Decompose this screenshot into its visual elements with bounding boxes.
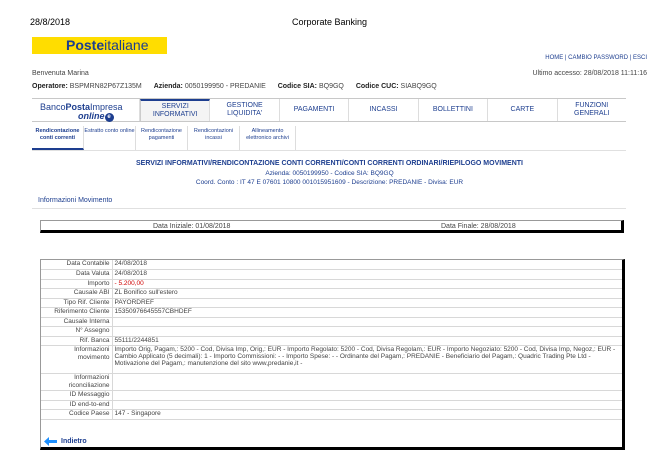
detail-value bbox=[112, 391, 622, 401]
detail-label: N° Assegno bbox=[41, 327, 112, 337]
detail-label: ID end-to-end bbox=[41, 400, 112, 410]
section-title: Informazioni Movimento bbox=[38, 197, 113, 204]
detail-label: Data Contabile bbox=[41, 260, 112, 270]
divider bbox=[32, 150, 626, 151]
detail-value: 15350976645557CBHDEF bbox=[112, 308, 622, 318]
detail-value: PAYORDREF bbox=[112, 298, 622, 308]
sub-nav bbox=[32, 126, 296, 150]
detail-label: Causale Interna bbox=[41, 317, 112, 327]
tab-servizi-informativi[interactable]: SERVIZI INFORMATIVI bbox=[140, 99, 210, 121]
detail-row bbox=[41, 279, 622, 289]
date-range-box bbox=[40, 220, 624, 233]
main-nav bbox=[32, 98, 626, 122]
start-date: Data Iniziale: 01/08/2018 bbox=[153, 223, 231, 230]
detail-value: - 5.200,00 bbox=[112, 279, 622, 289]
tab-incassi[interactable]: INCASSI bbox=[349, 99, 418, 121]
detail-row bbox=[41, 336, 622, 346]
tab-funzioni-generali[interactable]: FUNZIONI GENERALI bbox=[574, 102, 610, 117]
detail-label: Rif. Banca bbox=[41, 336, 112, 346]
back-button[interactable]: Indietro bbox=[44, 437, 87, 446]
detail-row bbox=[41, 374, 622, 391]
tab-bollettini[interactable]: BOLLETTINI bbox=[419, 99, 488, 121]
detail-value: 24/08/2018 bbox=[112, 270, 622, 280]
detail-label: Tipo Rif. Cliente bbox=[41, 298, 112, 308]
last-access: Ultimo accesso: 28/08/2018 11:11:16 bbox=[532, 70, 647, 77]
change-password-link[interactable]: CAMBIO PASSWORD bbox=[568, 55, 629, 61]
detail-row bbox=[41, 410, 622, 420]
posteitaliane-logo[interactable]: Posteitaliane bbox=[32, 37, 167, 54]
detail-row bbox=[41, 346, 622, 374]
arrow-left-icon bbox=[44, 437, 57, 446]
bancoposta-impresa-logo[interactable]: BancoPostaImpresa online e bbox=[32, 99, 140, 121]
detail-label: Data Valuta bbox=[41, 270, 112, 280]
detail-row bbox=[41, 400, 622, 410]
detail-value: 24/08/2018 bbox=[112, 260, 622, 270]
subtab-rendicontazione-conti[interactable]: Rendicontazione conti correnti bbox=[32, 126, 84, 150]
detail-label: Causale ABI bbox=[41, 289, 112, 299]
end-date: Data Finale: 28/08/2018 bbox=[441, 223, 516, 230]
detail-label: Informazioni riconciliazione bbox=[41, 374, 112, 391]
subtab-rendicontazione-pagamenti[interactable]: Rendicontazione pagamenti bbox=[136, 126, 188, 150]
breadcrumb: SERVIZI INFORMATIVI/RENDICONTAZIONE CONTI CORRENTI/CONTI CORRENTI ORDINARI/RIEPILOGO MOVIMENTI bbox=[136, 160, 523, 167]
tab-gestione-liquidita[interactable]: GESTIONE LIQUIDITA' bbox=[210, 99, 279, 121]
detail-label: Codice Paese bbox=[41, 410, 112, 420]
detail-label: ID Messaggio bbox=[41, 391, 112, 401]
detail-value bbox=[112, 400, 622, 410]
detail-row bbox=[41, 327, 622, 337]
detail-value: 55111/2244851 bbox=[112, 336, 622, 346]
tab-carte[interactable]: CARTE bbox=[488, 99, 557, 121]
detail-row bbox=[41, 260, 622, 270]
detail-row bbox=[41, 317, 622, 327]
account-coordinates-line: Coord. Conto : IT 47 E 07601 10800 001015951609 - Descrizione: PREDANIE - Divisa: EUR bbox=[195, 179, 464, 186]
top-links: HOME | CAMBIO PASSWORD | ESCI bbox=[545, 55, 647, 61]
detail-row bbox=[41, 391, 622, 401]
home-link[interactable]: HOME bbox=[545, 55, 564, 61]
movement-detail-table bbox=[40, 259, 625, 450]
operator-info-line: Operatore: BSPMRN82P67Z135M Azienda: 0050199950 - PREDANIE Codice SIA: BQ9GQ Codice CUC: SIABQ9GQ bbox=[32, 83, 437, 90]
divider bbox=[32, 208, 626, 209]
account-company-line: Azienda: 0050199950 - Codice SIA: BQ9GQ bbox=[265, 170, 394, 177]
detail-row bbox=[41, 270, 622, 280]
print-title: Corporate Banking bbox=[291, 17, 368, 27]
detail-row bbox=[41, 289, 622, 299]
detail-value bbox=[112, 327, 622, 337]
detail-value: ZL Bonifico sull'estero bbox=[112, 289, 622, 299]
welcome-text: Benvenuta Marina bbox=[32, 70, 89, 77]
detail-value: 147 - Singapore bbox=[112, 410, 622, 420]
exit-link[interactable]: ESCI bbox=[632, 55, 647, 61]
detail-row bbox=[41, 308, 622, 318]
detail-row bbox=[41, 298, 622, 308]
detail-value: Importo Orig, Pagam,: 5200 - Cod, Divisa Imp, Orig,: EUR - Importo Regolato: 5200 - Cod, Divisa Regolam,: EUR - Importo Negoziato: 5200 - Cod, Divisa Imp, Negoz,: EUR - Cambio Applicato (5 decimali): 1 - Importo Commissioni: - - Importo Spese: - - Ordinante del Pagam,: PREDANIE - Beneficiario del Pagam,: Quadric Trading Pte Ltd - Motivazione del Pagam,: manutenzione del sito www,predanie,it - bbox=[112, 346, 622, 374]
subtab-rendicontazioni-incassi[interactable]: Rendicontazioni incassi bbox=[188, 126, 240, 150]
detail-label: Informazioni movimento bbox=[41, 346, 112, 374]
detail-label: Riferimento Cliente bbox=[41, 308, 112, 318]
detail-label: Importo bbox=[41, 279, 112, 289]
e-icon: e bbox=[105, 113, 114, 122]
subtab-estratto-conto[interactable]: Estratto conto online bbox=[84, 126, 136, 150]
print-date: 28/8/2018 bbox=[30, 17, 71, 27]
detail-value bbox=[112, 374, 622, 391]
tab-pagamenti[interactable]: PAGAMENTI bbox=[280, 99, 349, 121]
detail-value bbox=[112, 317, 622, 327]
subtab-allineamento-archivi[interactable]: Allineamento elettronico archivi bbox=[240, 126, 296, 150]
